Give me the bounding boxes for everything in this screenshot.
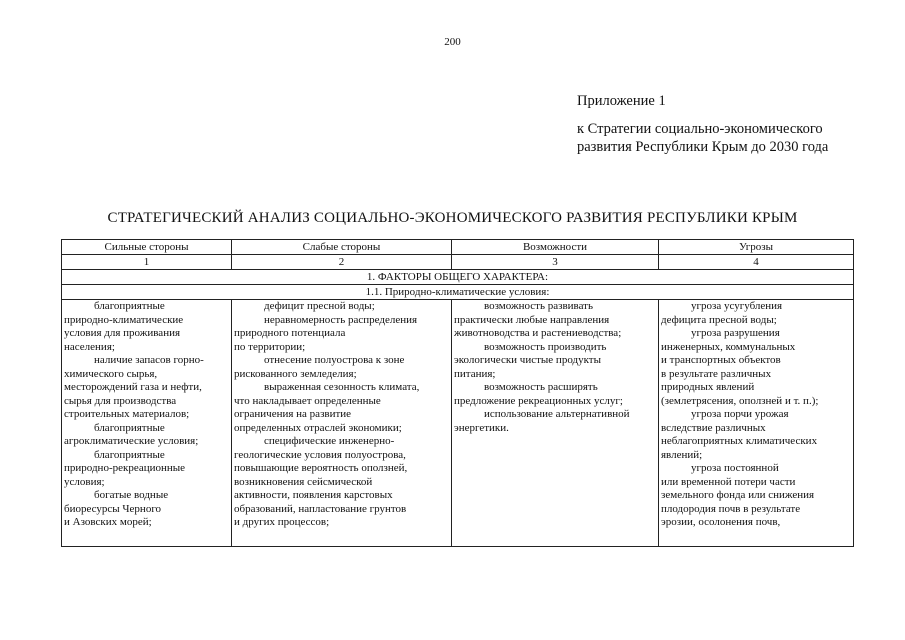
cell-text-line: вследствие различных [661,421,766,434]
cell-text-line: и транспортных объектов [661,354,781,366]
column-number: 4 [659,255,854,270]
cell-text-line: использование альтернативной [484,408,630,420]
header-threats: Угрозы [659,240,854,255]
cell-text-line: наличие запасов горно- [94,354,204,366]
strengths-cell [62,300,232,547]
cell-text-line: специфические инженерно- [264,435,395,447]
cell-text-line: природно-рекреационные [64,462,186,474]
cell-text-line: дефицита пресной воды; [661,313,777,326]
cell-text-line: возможность производить [484,340,607,353]
opportunities-cell [452,300,659,547]
cell-text-line: (землетрясения, оползней и т. п.); [661,394,819,407]
appendix-title: Приложение 1 [577,93,666,109]
cell-text-line: неравномерность распределения [264,313,418,326]
cell-text-line: или временной потери части [661,475,796,488]
header-strengths: Сильные стороны [62,240,232,255]
cell-text-line: месторождений газа и нефти, [64,381,202,393]
cell-text-line: возможность развивать [484,300,593,312]
cell-text-line: в результате различных [661,367,772,380]
cell-text-line: биоресурсы Черного [64,502,162,515]
cell-text-line: условия для проживания [64,327,181,339]
cell-text-line: возникновения сейсмической [234,475,373,488]
cell-text-line: явлений; [661,448,703,461]
header-weaknesses: Слабые стороны [232,240,452,255]
document-title: СТРАТЕГИЧЕСКИЙ АНАЛИЗ СОЦИАЛЬНО-ЭКОНОМИЧЕСКОГО РАЗВИТИЯ РЕСПУБЛИКИ КРЫМ [107,210,798,226]
cell-text-line: рискованного земледелия; [234,367,357,380]
threats-cell [659,300,854,547]
cell-text-line: активности, появления карстовых [234,489,393,501]
cell-text-line: богатые водные [94,489,169,501]
cell-text-line: и Азовских морей; [64,516,152,528]
cell-text-line: благоприятные [94,421,165,434]
cell-text-line: животноводства и растениеводства; [454,327,622,339]
cell-text-line: агроклиматические условия; [64,435,199,447]
section-heading: 1. ФАКТОРЫ ОБЩЕГО ХАРАКТЕРА: [62,270,854,285]
cell-text-line: благоприятные [94,448,165,461]
column-number: 1 [62,255,232,270]
cell-text-line: угроза порчи урожая [691,408,789,420]
appendix-line-2: развития Республики Крым до 2030 года [577,139,829,155]
cell-text-line: угроза постоянной [691,462,779,474]
cell-text-line: определенных отраслей экономики; [234,421,402,434]
cell-text-line: отнесение полуострова к зоне [264,354,405,366]
cell-text-line: природного потенциала [234,327,346,339]
cell-text-line: земельного фонда или снижения [661,489,815,501]
cell-text-line: предложение рекреационных услуг; [454,394,623,407]
cell-text-line: природно-климатические [64,313,184,326]
header-row [62,240,854,255]
cell-text-line: выраженная сезонность климата, [264,381,420,393]
cell-text-line: сырья для производства [64,394,177,407]
cell-text-line: что накладывает определенные [234,394,381,407]
subsection-heading: 1.1. Природно-климатические условия: [62,285,854,300]
cell-text-line: по территории; [234,340,306,353]
cell-text-line: возможность расширять [484,381,598,393]
cell-text-line: благоприятные [94,300,165,312]
swot-table [61,239,854,547]
column-number: 3 [452,255,659,270]
cell-text-line: природных явлений [661,381,755,393]
cell-text-line: условия; [64,475,105,488]
cell-text-line: эрозии, осолонения почв, [661,516,781,528]
header-opportunities: Возможности [452,240,659,255]
weaknesses-cell [232,300,452,547]
cell-text-line: питания; [454,367,496,380]
cell-text-line: практически любые направления [454,313,610,326]
column-number-row [62,255,854,270]
cell-text-line: энергетики. [454,421,509,434]
cell-text-line: ограничения на развитие [234,408,352,420]
cell-text-line: экологически чистые продукты [454,354,601,366]
content-row [62,300,854,547]
cell-text-line: химического сырья, [64,367,158,380]
subsection-row [62,285,854,300]
cell-text-line: геологические условия полуострова, [234,448,406,461]
cell-text-line: угроза разрушения [691,327,780,339]
cell-text-line: и других процессов; [234,516,330,528]
section-row [62,270,854,285]
appendix-line-1: к Стратегии социально-экономического [577,121,823,137]
cell-text-line: плодородия почв в результате [661,502,801,515]
cell-text-line: повышающие вероятность оползней, [234,462,408,474]
cell-text-line: инженерных, коммунальных [661,340,796,353]
cell-text-line: образований, напластование грунтов [234,502,407,515]
cell-text-line: угроза усугубления [691,300,783,312]
page-number: 200 [444,36,461,48]
cell-text-line: населения; [64,340,115,353]
cell-text-line: неблагоприятных климатических [661,435,818,447]
column-number: 2 [232,255,452,270]
appendix-block [577,92,828,156]
cell-text-line: строительных материалов; [64,408,190,420]
cell-text-line: дефицит пресной воды; [264,300,375,312]
